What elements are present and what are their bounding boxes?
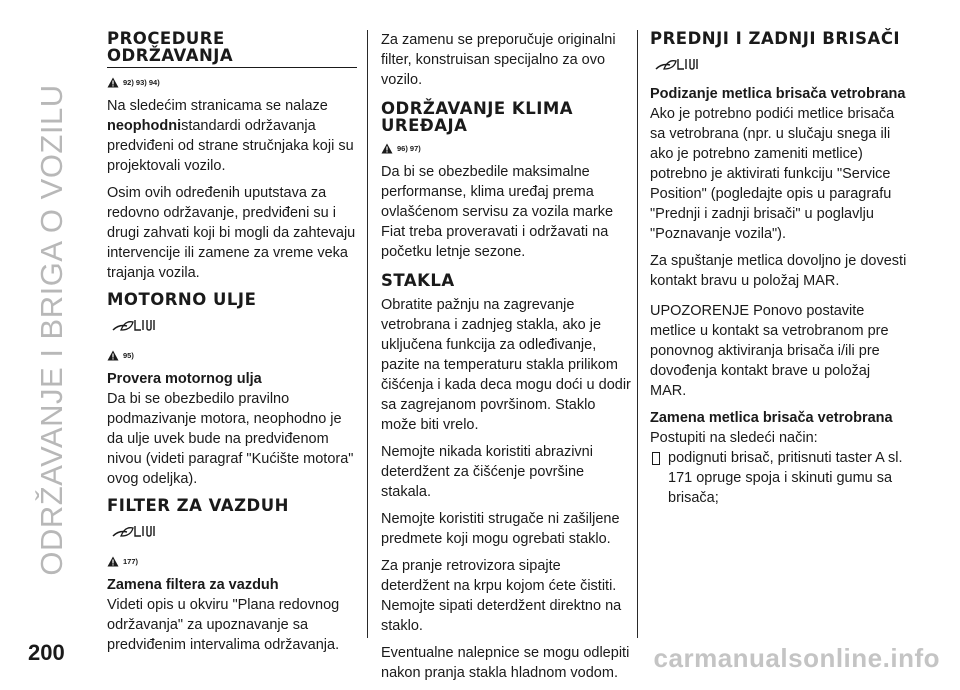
column-3 bbox=[650, 30, 910, 515]
paragraph: Nemojte nikada koristiti abrazivni deterdžent za čišćenje površine stakala. bbox=[381, 444, 593, 500]
paragraph: Postupiti na sledeći način: bbox=[650, 430, 818, 446]
paragraph: Za pranje retrovizora sipajte deterdžent na krpu kojom ćete čistiti. Nemojte sipati deterdžent direktno na staklo. bbox=[381, 558, 622, 634]
warning-refs-text: 177) bbox=[123, 556, 139, 566]
paragraph bbox=[107, 96, 357, 176]
warning-triangle-icon bbox=[107, 556, 119, 567]
column-divider bbox=[637, 30, 638, 638]
column-divider bbox=[367, 30, 368, 638]
subheading-oil-check: Provera motornog ulja bbox=[107, 371, 262, 387]
warning-refs bbox=[381, 140, 631, 156]
list-item-text: podignuti brisač, pritisnuti taster A sl. 171 opruge spoja i skinuti gumu sa brisača; bbox=[668, 450, 903, 506]
page-number: 200 bbox=[28, 640, 65, 665]
eco-leaf-icon bbox=[111, 316, 157, 334]
heading-oil: MOTORNO ULJE bbox=[107, 290, 257, 309]
watermark: carmanualsonline.info bbox=[653, 643, 940, 673]
text: Na sledećim stranicama se nalaze bbox=[107, 98, 328, 114]
paragraph: Za zamenu se preporučuje originalni filter, konstruisan specijalno za ovo vozilo. bbox=[381, 32, 616, 88]
column-2 bbox=[381, 30, 631, 690]
heading-climate: ODRŽAVANJE KLIMA UREĐAJA bbox=[381, 99, 574, 135]
paragraph: Obratite pažnju na zagrevanje vetrobrana i zadnjeg stakla, ako je uključena funkcija za odleđivanje, pazite na temperaturu stakla prilikom čišćenja i kada deca mogu doći u dodir sa zagrejanom površinom. Staklo može biti vrelo. bbox=[381, 297, 631, 433]
warning-triangle-icon bbox=[381, 143, 393, 154]
column-1 bbox=[107, 30, 357, 662]
warning-refs-text: 92) 93) 94) bbox=[123, 77, 160, 87]
eco-leaf-icon bbox=[111, 522, 157, 540]
heading-glass: STAKLA bbox=[381, 271, 455, 290]
warning-refs bbox=[107, 74, 357, 90]
warning-refs-text: 95) bbox=[123, 350, 134, 360]
eco-leaf-icon bbox=[654, 55, 700, 73]
list-item bbox=[650, 448, 910, 515]
bold-text: neophodni bbox=[107, 118, 182, 134]
paragraph: Ako je potrebno podići metlice brisača sa vetrobrana (npr. u slučaju snega ili ako je potrebno zameniti metlice) potrebno je aktivirati funkciju "Service Position" (pogledajte opis u paragrafu "Prednji i zadnji brisači" u poglavlju "Poznavanje vozila"). bbox=[650, 106, 895, 242]
checkbox-bullet-icon bbox=[652, 452, 660, 465]
warning-paragraph: UPOZORENJE Ponovo postavite metlice u kontakt sa vetrobranom pre ponovnog aktiviranja brisača i/ili pre dovođenja kontakt brave u položaj MAR. bbox=[650, 303, 889, 399]
paragraph: Osim ovih određenih uputstava za redovno održavanje, predviđeni su i drugi zahvati koji bi mogli da zahtevaju intervencije ili zamene za vreme veka trajanja vozila. bbox=[107, 185, 356, 281]
chapter-side-title: ODRŽAVANJE I BRIGA O VOZILU bbox=[34, 84, 69, 576]
warning-refs bbox=[107, 347, 357, 363]
warning-triangle-icon bbox=[107, 77, 119, 88]
heading-wipers: PREDNJI I ZADNJI BRISAČI bbox=[650, 29, 901, 48]
subheading-filter-replace: Zamena filtera za vazduh bbox=[107, 577, 279, 593]
heading-air-filter: FILTER ZA VAZDUH bbox=[107, 496, 289, 515]
paragraph: Za spuštanje metlica dovoljno je dovesti kontakt bravu u položaj MAR. bbox=[650, 253, 907, 289]
text: standardi održavanja predviđeni od strane stručnjaka koji su projektovali vozilo. bbox=[107, 118, 354, 174]
warning-triangle-icon bbox=[107, 350, 119, 361]
subheading-lift-wipers: Podizanje metlica brisača vetrobrana bbox=[650, 86, 906, 102]
warning-refs bbox=[107, 553, 357, 569]
paragraph: Da bi se obezbedilo pravilno podmazivanje motora, neophodno je da ulje uvek bude na predviđenom nivou (videti paragraf "Kućište motora" ovog odeljka). bbox=[107, 391, 354, 487]
paragraph: Eventualne nalepnice se mogu odlepiti nakon pranja stakla hladnom vodom. bbox=[381, 645, 630, 681]
paragraph: Nemojte koristiti strugače ni zašiljene predmete koji mogu ogrebati staklo. bbox=[381, 511, 620, 547]
paragraph: Da bi se obezbedile maksimalne performanse, klima uređaj prema ovlašćenom servisu za vozila marke Fiat treba proveravati i održavati na početku letnje sezone. bbox=[381, 164, 614, 260]
subheading-replace-wipers: Zamena metlica brisača vetrobrana bbox=[650, 410, 893, 426]
paragraph: Videti opis u okviru "Plana redovnog održavanja" za upoznavanje sa predviđenim intervalima održavanja. bbox=[107, 597, 340, 653]
warning-refs-text: 96) 97) bbox=[397, 143, 421, 153]
heading-maintenance: PROCEDURE ODRŽAVANJA bbox=[107, 30, 357, 68]
